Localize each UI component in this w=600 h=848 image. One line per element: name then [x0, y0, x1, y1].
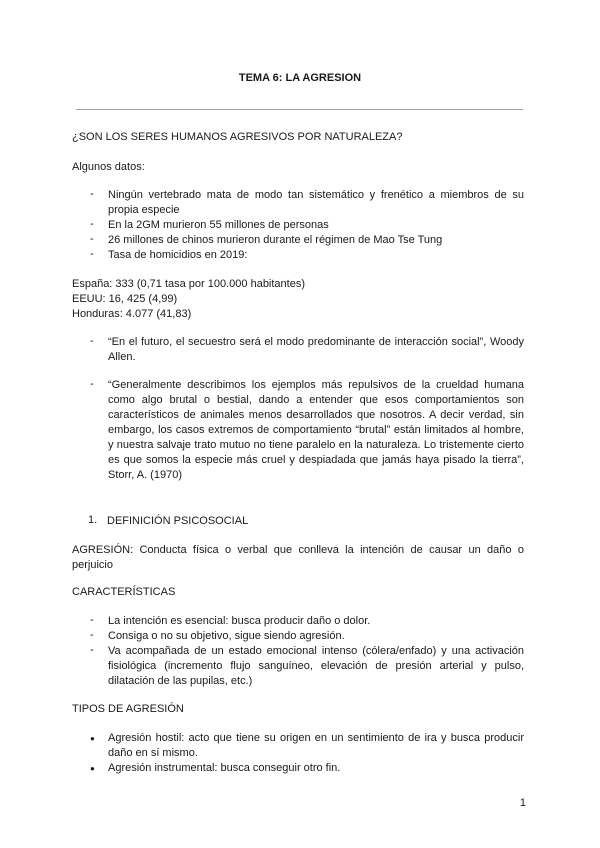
homicide-stat: EEUU: 16, 425 (4,99) — [72, 293, 178, 305]
list-item — [90, 614, 524, 629]
caracteristicas-heading: CARACTERÍSTICAS — [72, 586, 176, 598]
dash-marker: - — [90, 629, 94, 641]
list-item — [90, 644, 524, 689]
list-item — [90, 233, 524, 248]
dash-marker: - — [90, 614, 94, 626]
list-item-text: Consiga o no su objetivo, sigue siendo agresión. — [108, 630, 345, 642]
section-number: 1. — [88, 514, 98, 526]
bullet-icon: ● — [90, 734, 95, 743]
list-item — [90, 761, 524, 776]
list-item-text: Ningún vertebrado mata de modo tan sistemático y frenético a miembros de su propia especie — [108, 189, 524, 216]
quote-text: “En el futuro, el secuestro será el modo predominante de interacción social”, Woody Allen. — [108, 336, 524, 363]
list-item-text: Agresión instrumental: busca conseguir otro fin. — [108, 762, 341, 774]
page-number: 1 — [519, 797, 526, 809]
list-item-text: La intención es esencial: busca producir daño o dolor. — [108, 615, 371, 627]
quote-text: “Generalmente describimos los ejemplos más repulsivos de la crueldad humana como algo brutal o bestial, dando a entender que esos comportamientos son característicos de animales menos desarrollados que nosotros. A decir verdad, sin embargo, los casos extremos de comportamiento “brutal” están limitados al hombre, y nuestra salvaje trato mutuo no tiene paralelo en la naturaleza. Lo tristemente cierto es que somos la especie más cruel y despiadada que jamás haya pisado la tierra”, Storr, A. (1970) — [108, 379, 524, 481]
datos-label: Algunos datos: — [72, 161, 145, 173]
list-item — [90, 188, 524, 218]
section-heading: DEFINICIÓN PSICOSOCIAL — [107, 515, 249, 527]
dash-marker: - — [90, 644, 94, 656]
quote-item — [90, 378, 524, 483]
dash-marker: - — [90, 248, 94, 260]
dash-marker: - — [90, 233, 94, 245]
dash-marker: - — [90, 218, 94, 230]
tipos-heading: TIPOS DE AGRESIÓN — [72, 703, 184, 715]
section-question: ¿SON LOS SERES HUMANOS AGRESIVOS POR NATURALEZA? — [72, 131, 403, 143]
list-item-text: En la 2GM murieron 55 millones de personas — [108, 219, 329, 231]
list-item-text: 26 millones de chinos murieron durante el régimen de Mao Tse Tung — [108, 234, 443, 246]
list-item — [90, 248, 524, 263]
list-item-text: Agresión hostil: acto que tiene su origen en un sentimiento de ira y busca producir daño en sí mismo. — [108, 732, 524, 759]
list-item-text: Va acompañada de un estado emocional intenso (cólera/enfado) y una activación fisiológica (incremento flujo sanguíneo, elevación de presión arterial y pulso, dilatación de las pupilas, etc.) — [108, 645, 524, 687]
list-item-text: Tasa de homicidios en 2019: — [108, 249, 248, 261]
list-item — [90, 629, 524, 644]
list-item — [90, 218, 524, 233]
homicide-stat: Honduras: 4.077 (41,83) — [72, 308, 192, 320]
document-title: TEMA 6: LA AGRESION — [238, 72, 362, 84]
horizontal-rule — [76, 109, 523, 110]
quote-item — [90, 335, 524, 365]
homicide-stat: España: 333 (0,71 tasa por 100.000 habitantes) — [72, 278, 306, 290]
bullet-icon: ● — [90, 764, 95, 773]
dash-marker: - — [90, 378, 94, 390]
dash-marker: - — [90, 335, 94, 347]
list-item — [90, 731, 524, 761]
definition-paragraph: AGRESIÓN: Conducta física o verbal que conlleva la intención de causar un daño o perjuicio — [72, 544, 524, 571]
dash-marker: - — [90, 188, 94, 200]
